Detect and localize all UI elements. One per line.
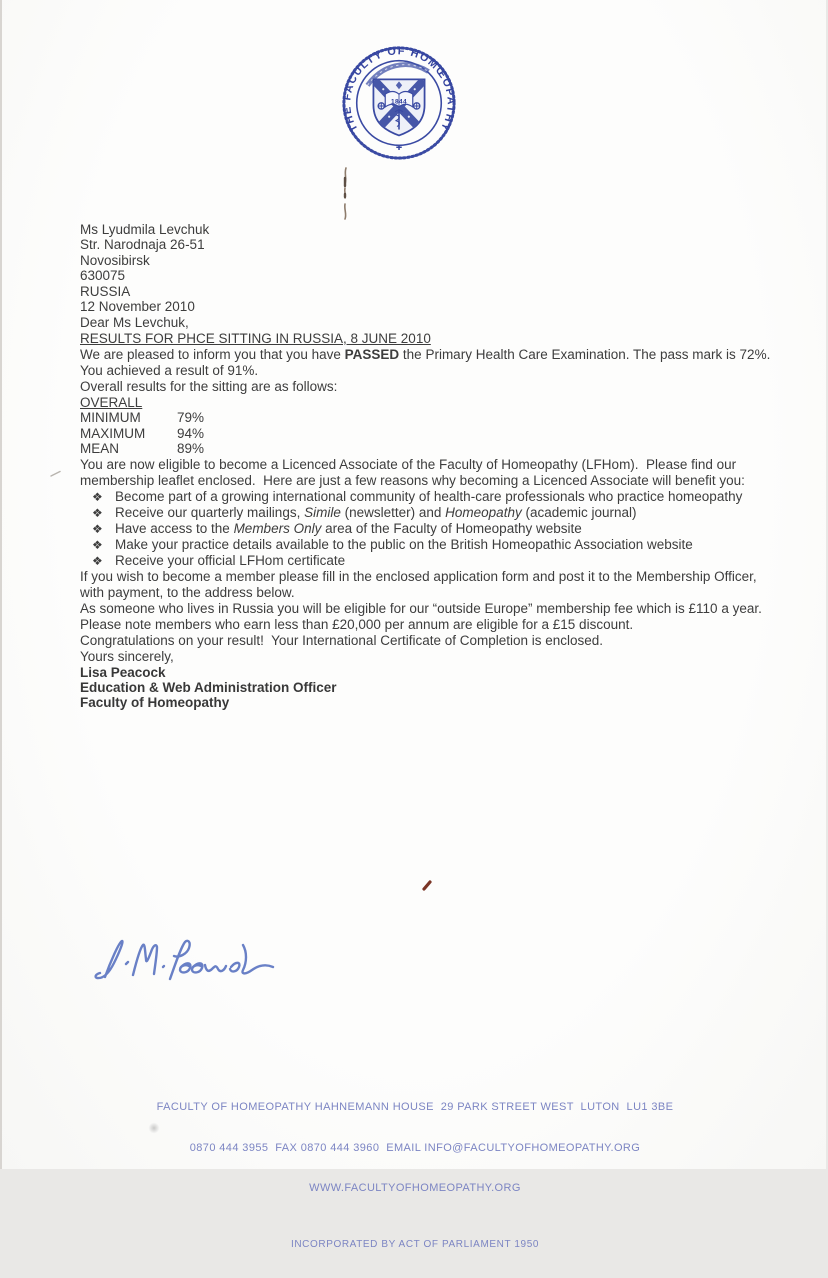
results-value-minimum: 79% — [177, 410, 205, 426]
list-item — [80, 505, 780, 521]
list-item — [80, 489, 780, 505]
results-value-maximum: 94% — [177, 425, 205, 441]
results-label-maximum: MAXIMUM — [80, 425, 146, 441]
diamond-bullet-icon: ❖ — [92, 553, 103, 568]
scan-artifact-ink-mark — [336, 166, 356, 220]
paragraph-eligible: You are now eligible to become a Licenced Associate of the Faculty of Homeopathy (LFHom). Please find our membership leaflet enclosed. Here are just a few reasons why becoming a Licenced Associate will benefit you: — [80, 456, 745, 488]
results-value-mean: 89% — [177, 441, 205, 457]
seal-bottom-cross-icon: ✚ — [395, 143, 403, 153]
diamond-bullet-icon: ❖ — [92, 521, 103, 536]
subject-line: RESULTS FOR PHCE SITTING IN RUSSIA, 8 JUNE 2010 — [80, 331, 431, 347]
footer-contact-line: 0870 444 3955 FAX 0870 444 3960 EMAIL INFO@FACULTYOFHOMEOPATHY.ORG — [189, 1141, 641, 1154]
diamond-bullet-icon: ❖ — [92, 489, 103, 504]
paragraph-overall-intro: Overall results for the sitting are as follows: — [80, 379, 338, 395]
diamond-bullet-icon: ❖ — [92, 505, 103, 520]
bullet-text: Receive your official LFHom certificate — [115, 552, 346, 568]
paragraph-membership: If you wish to become a member please fill in the enclosed application form and post it to the Membership Officer, with payment, to the address below. — [80, 568, 761, 600]
bullet-run: area of the Faculty of Homeopathy website — [321, 520, 582, 536]
bullet-text: Become part of a growing international community of health-care professionals who practice homeopathy — [115, 488, 743, 504]
salutation: Dear Ms Levchuk, — [80, 315, 189, 331]
signatory-block — [80, 665, 780, 711]
result-text-1: We are pleased to inform you that you have — [80, 347, 345, 363]
recipient-city: Novosibirsk — [80, 252, 150, 268]
footer-address-line: FACULTY OF HOMEOPATHY HAHNEMANN HOUSE 29 PARK STREET WEST LUTON LU1 3BE — [156, 1101, 674, 1113]
footer-incorporation-line: INCORPORATED BY ACT OF PARLIAMENT 1950 — [290, 1238, 540, 1250]
bullet-run: (newsletter) and — [340, 504, 446, 520]
bullet-run: Receive our quarterly mailings, — [115, 504, 305, 520]
faculty-of-homeopathy-seal-icon — [340, 44, 458, 162]
list-item — [80, 537, 780, 553]
paragraph-achieved: You achieved a result of 91%. — [80, 363, 259, 379]
letter-body — [80, 222, 780, 711]
seal-left-flower-icon — [378, 103, 384, 109]
seal-right-flower-icon — [414, 103, 420, 109]
recipient-street: Str. Narodnaja 26-51 — [80, 237, 205, 253]
diamond-bullet-icon: ❖ — [92, 537, 103, 552]
results-label-mean: MEAN — [80, 441, 120, 457]
seal-ring-text: THE FACULTY OF HOMŒOPATHY — [341, 45, 457, 134]
recipient-address — [80, 222, 780, 299]
recipient-name: Ms Lyudmila Levchuk — [80, 222, 210, 237]
list-item — [80, 521, 780, 537]
bullet-text — [115, 505, 780, 521]
benefits-list — [80, 489, 780, 569]
letterhead-footer — [2, 1074, 828, 1278]
table-row — [80, 410, 780, 425]
table-row — [80, 426, 780, 441]
bullet-run: Have access to the — [115, 520, 234, 536]
list-item — [80, 553, 780, 569]
scan-artifact-tick — [50, 470, 62, 478]
signatory-title: Education & Web Administration Officer — [80, 680, 337, 696]
signatory-org: Faculty of Homeopathy — [80, 695, 230, 711]
recipient-postcode: 630075 — [80, 268, 126, 284]
scan-artifact-red-speck — [422, 879, 434, 891]
seal-year-text: 1844 — [391, 98, 407, 106]
handwritten-signature — [86, 933, 281, 983]
paragraph-congratulations: Congratulations on your result! Your International Certificate of Completion is enclosed. — [80, 632, 604, 648]
signatory-name: Lisa Peacock — [80, 664, 166, 680]
table-row — [80, 441, 780, 456]
bullet-italic-simile: Simile — [304, 504, 341, 520]
closing-line: Yours sincerely, — [80, 648, 174, 664]
bullet-run: (academic journal) — [521, 504, 637, 520]
result-text-2: the Primary Health Care Examination. The pass mark is 72%. — [399, 347, 771, 363]
paragraph-result — [80, 347, 780, 363]
footer-website-line: WWW.FACULTYOFHOMEOPATHY.ORG — [309, 1182, 521, 1194]
bullet-italic-homeopathy: Homeopathy — [445, 504, 522, 520]
result-passed-emphasis: PASSED — [344, 347, 400, 363]
bullet-text — [115, 521, 780, 537]
results-table — [80, 395, 780, 457]
results-heading: OVERALL — [80, 395, 143, 411]
letter-date: 12 November 2010 — [80, 299, 195, 315]
paragraph-fee: As someone who lives in Russia you will be eligible for our “outside Europe” membership fee which is £110 a year. Please note members who earn less than £20,000 per annum are eligible for a £15 discount. — [80, 600, 770, 632]
recipient-country: RUSSIA — [80, 283, 131, 299]
results-label-minimum: MINIMUM — [80, 410, 141, 426]
bullet-italic-members-only: Members Only — [233, 520, 322, 536]
bullet-text: Make your practice details available to the public on the British Homeopathic Association website — [115, 536, 693, 552]
